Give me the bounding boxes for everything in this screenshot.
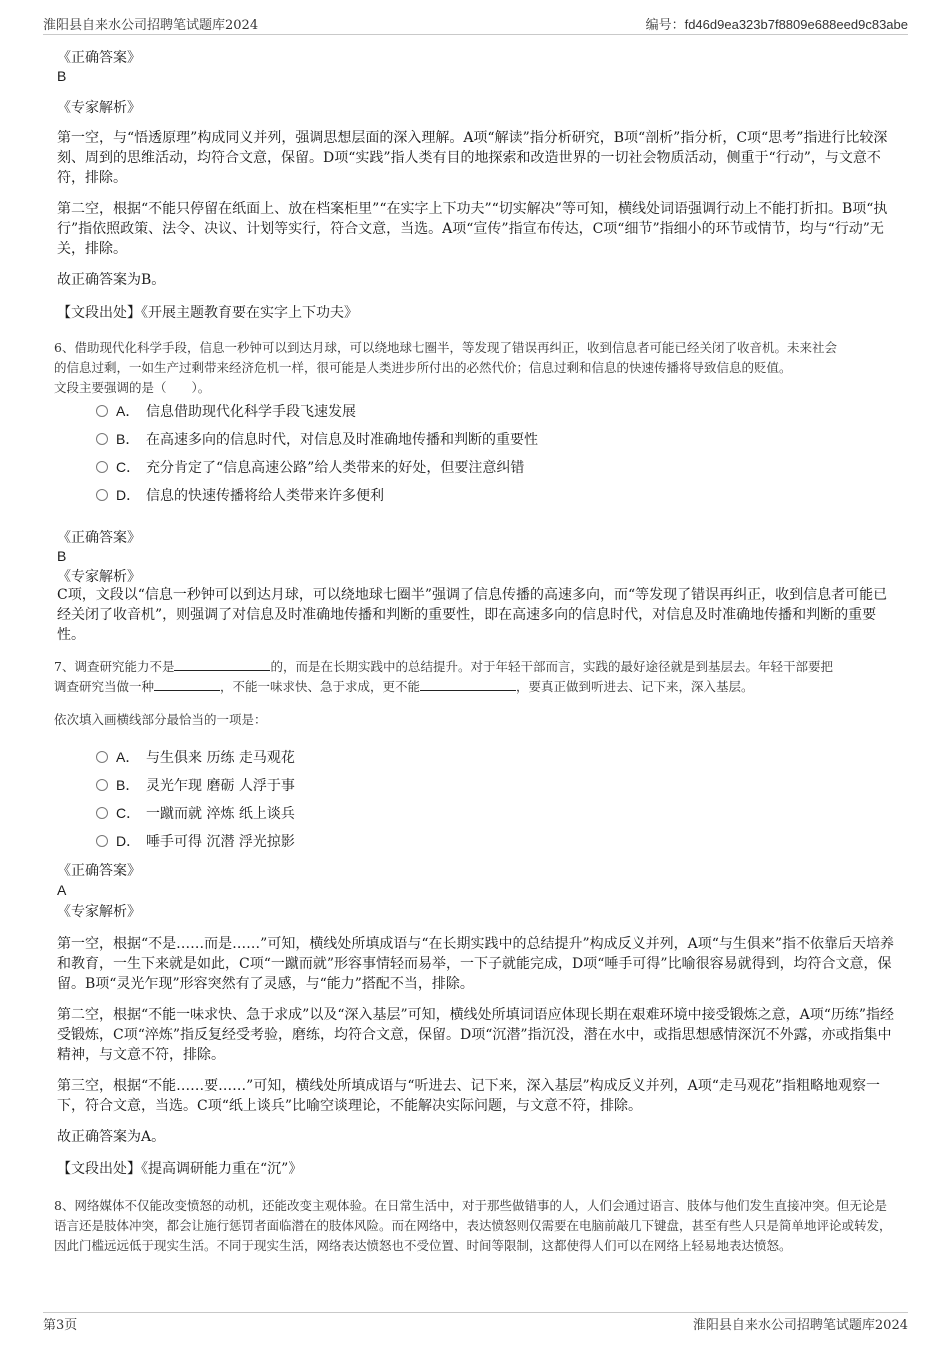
option-key: C． [116,459,141,475]
option-text: 一蹴而就 淬炼 纸上谈兵 [146,806,295,822]
q7-option-d[interactable] [96,830,295,852]
q7-option-a[interactable] [96,746,295,768]
q6-option-b[interactable] [96,428,538,450]
radio-icon[interactable] [96,807,108,819]
footer-title: 淮阳县自来水公司招聘笔试题库2024 [692,1318,908,1333]
q7-stem-part: ，不能一味求快、急于求成，更不能 [220,679,421,694]
q5-answer: B [57,68,67,84]
q6-analysis: C项，文段以“信息一秒钟可以到达月球，可以绕地球七圈半”强调了信息传播的高速多向，而“等发现了错误再纠正，收到信息者可能已经关闭了收音机”，则强调了对信息及时准确地传播和判断的重要性，即在高速多向的信息时代，对信息及时准确地传播和判断的重要性。 [57,587,888,643]
option-text: 灵光乍现 磨砺 人浮于事 [146,778,295,794]
q7-analysis-para1: 第一空，根据“不是……而是……”可知，横线处所填成语与“在长期实践中的总结提升”构成反义并列，A项“与生俱来”指不依靠后天培养和教育，一生下来就是如此，C项“一蹴而就”形容事情轻而易举，一下子就能完成，D项“唾手可得”比喻很容易就得到，均符合文意，保留。B项“灵光乍现”形容突然有了灵感，与“能力”搭配不当，排除。 [57,936,895,992]
q7-analysis-para3: 第三空，根据“不能……要……”可知，横线处所填成语与“听进去、记下来，深入基层”构成反义并列，A项“走马观花”指粗略地观察一下，符合文意，当选。C项“纸上谈兵”比喻空谈理论，不能解决实际问题，与文意不符，排除。 [57,1078,881,1114]
radio-icon[interactable] [96,405,108,417]
q6-answer: B [57,548,67,564]
option-text: 充分肯定了“信息高速公路”给人类带来的好处，但要注意纠错 [146,460,525,476]
q5-analysis-para2: 第二空，根据“不能只停留在纸面上、放在档案柜里”“在实字上下功夫”“切实解决”等可知，横线处词语强调行动上不能打折扣。B项“执行”指依照政策、法令、决议、计划等实行，符合文意，当选。A项“宣传”指宣布传达，C项“细节”指细小的环节或情节，均与“行动”无关，排除。 [57,201,888,257]
q5-source: 【文段出处】《开展主题教育要在实字上下功夫》 [57,305,358,321]
option-text: 与生俱来 历练 走马观花 [146,750,295,766]
q7-stem-part: 7、调查研究能力不是 [54,659,175,674]
q7-stem-part: 的，而是在长期实践中的总结提升。对于年轻干部而言，实践的最好途径就是到基层去。年轻干部要把 [270,659,833,674]
option-text: 在高速多向的信息时代，对信息及时准确地传播和判断的重要性 [146,432,538,448]
q7-answer: A [57,882,67,898]
q7-stem [54,657,896,697]
q7-stem-part: ，要真正做到听进去、记下来，深入基层。 [516,679,754,694]
page-header [0,0,950,36]
q7-stem-part: 调查研究当做一种 [54,679,155,694]
option-key: C． [116,805,141,821]
q5-analysis-label: 《专家解析》 [57,100,141,116]
q7-analysis-para2: 第二空，根据“不能一味求快、急于求成”以及“深入基层”可知，横线处所填词语应体现长期在艰难环境中接受锻炼之意，A项“历练”指经受锻炼，C项“淬炼”指反复经受考验，磨练，均符合文意，保留。D项“沉潜”指沉没，潜在水中，或指思想感情深沉不外露，亦或指集中精神，与文意不符，排除。 [57,1007,895,1063]
option-text: 信息的快速传播将给人类带来许多便利 [146,488,384,504]
q6-stem-line2: 的信息过剩，一如生产过剩带来经济危机一样，很可能是人类进步所付出的必然代价；信息过剩和信息的快速传播将导致信息的贬值。 [54,360,792,375]
radio-icon[interactable] [96,779,108,791]
q7-option-c[interactable] [96,802,295,824]
option-text: 信息借助现代化科学手段飞速发展 [146,404,356,420]
q7-option-b[interactable] [96,774,295,796]
q6-option-a[interactable] [96,400,356,422]
q5-conclusion: 故正确答案为B。 [57,272,166,288]
header-divider [43,34,908,35]
q8-stem: 8、网络媒体不仅能改变愤怒的动机，还能改变主观体验。在日常生活中，对于那些做错事的人，人们会通过语言、肢体与他们发生直接冲突。但无论是语言还是肢体冲突，都会让施行惩罚者面临潜在的肢体风险。而在网络中，表达愤怒则仅需要在电脑前敲几下键盘，甚至有些人只是简单地评论或转发，因此门槛远远低于现实生活。不同于现实生活，网络表达愤怒也不受位置、时间等限制，这都使得人们可以在网络上轻易地表达愤怒。 [54,1198,892,1253]
q6-option-d[interactable] [96,484,384,506]
q7-instruction: 依次填入画横线部分最恰当的一项是： [54,712,267,727]
q7-source: 【文段出处】《提高调研能力重在“沉”》 [57,1161,303,1177]
radio-icon[interactable] [96,489,108,501]
q5-analysis-para1: 第一空，与“悟透原理”构成同义并列，强调思想层面的深入理解。A项“解读”指分析研究，B项“剖析”指分析，C项“思考”指进行比较深刻、周到的思维活动，均符合文意，保留。D项“实践”指人类有目的地探索和改造世界的一切社会物质活动，侧重于“行动”，与文意不符，排除。 [57,130,888,186]
option-key: B． [116,777,140,793]
radio-icon[interactable] [96,835,108,847]
q7-conclusion: 故正确答案为A。 [57,1129,166,1145]
option-key: A． [116,749,140,765]
page-number: 第3页 [43,1318,78,1333]
option-key: D． [116,487,141,503]
option-key: A． [116,403,140,419]
q6-stem-line3: 文段主要强调的是（ ）。 [54,380,211,395]
radio-icon[interactable] [96,461,108,473]
option-key: D． [116,833,141,849]
document-id: 编号：fd46d9ea323b7f8809e688eed9c83abe [645,17,908,32]
option-key: B． [116,431,140,447]
fill-blank-3 [420,677,516,691]
fill-blank-1 [174,657,270,671]
q7-analysis-label: 《专家解析》 [57,904,141,920]
q6-analysis-label: 《专家解析》 [57,569,141,585]
q6-stem-line1: 6、借助现代化科学手段，信息一秒钟可以到达月球，可以绕地球七圈半，等发现了错误再纠正，收到信息者可能已经关闭了收音机。未来社会 [54,340,837,355]
q6-option-c[interactable] [96,456,524,478]
footer-divider [43,1312,908,1313]
q7-answer-label: 《正确答案》 [57,863,141,879]
q6-answer-label: 《正确答案》 [57,530,141,546]
option-text: 唾手可得 沉潜 浮光掠影 [146,834,295,850]
fill-blank-2 [154,677,220,691]
header-title: 淮阳县自来水公司招聘笔试题库2024 [43,18,259,33]
radio-icon[interactable] [96,433,108,445]
radio-icon[interactable] [96,751,108,763]
q5-answer-label: 《正确答案》 [57,50,141,66]
